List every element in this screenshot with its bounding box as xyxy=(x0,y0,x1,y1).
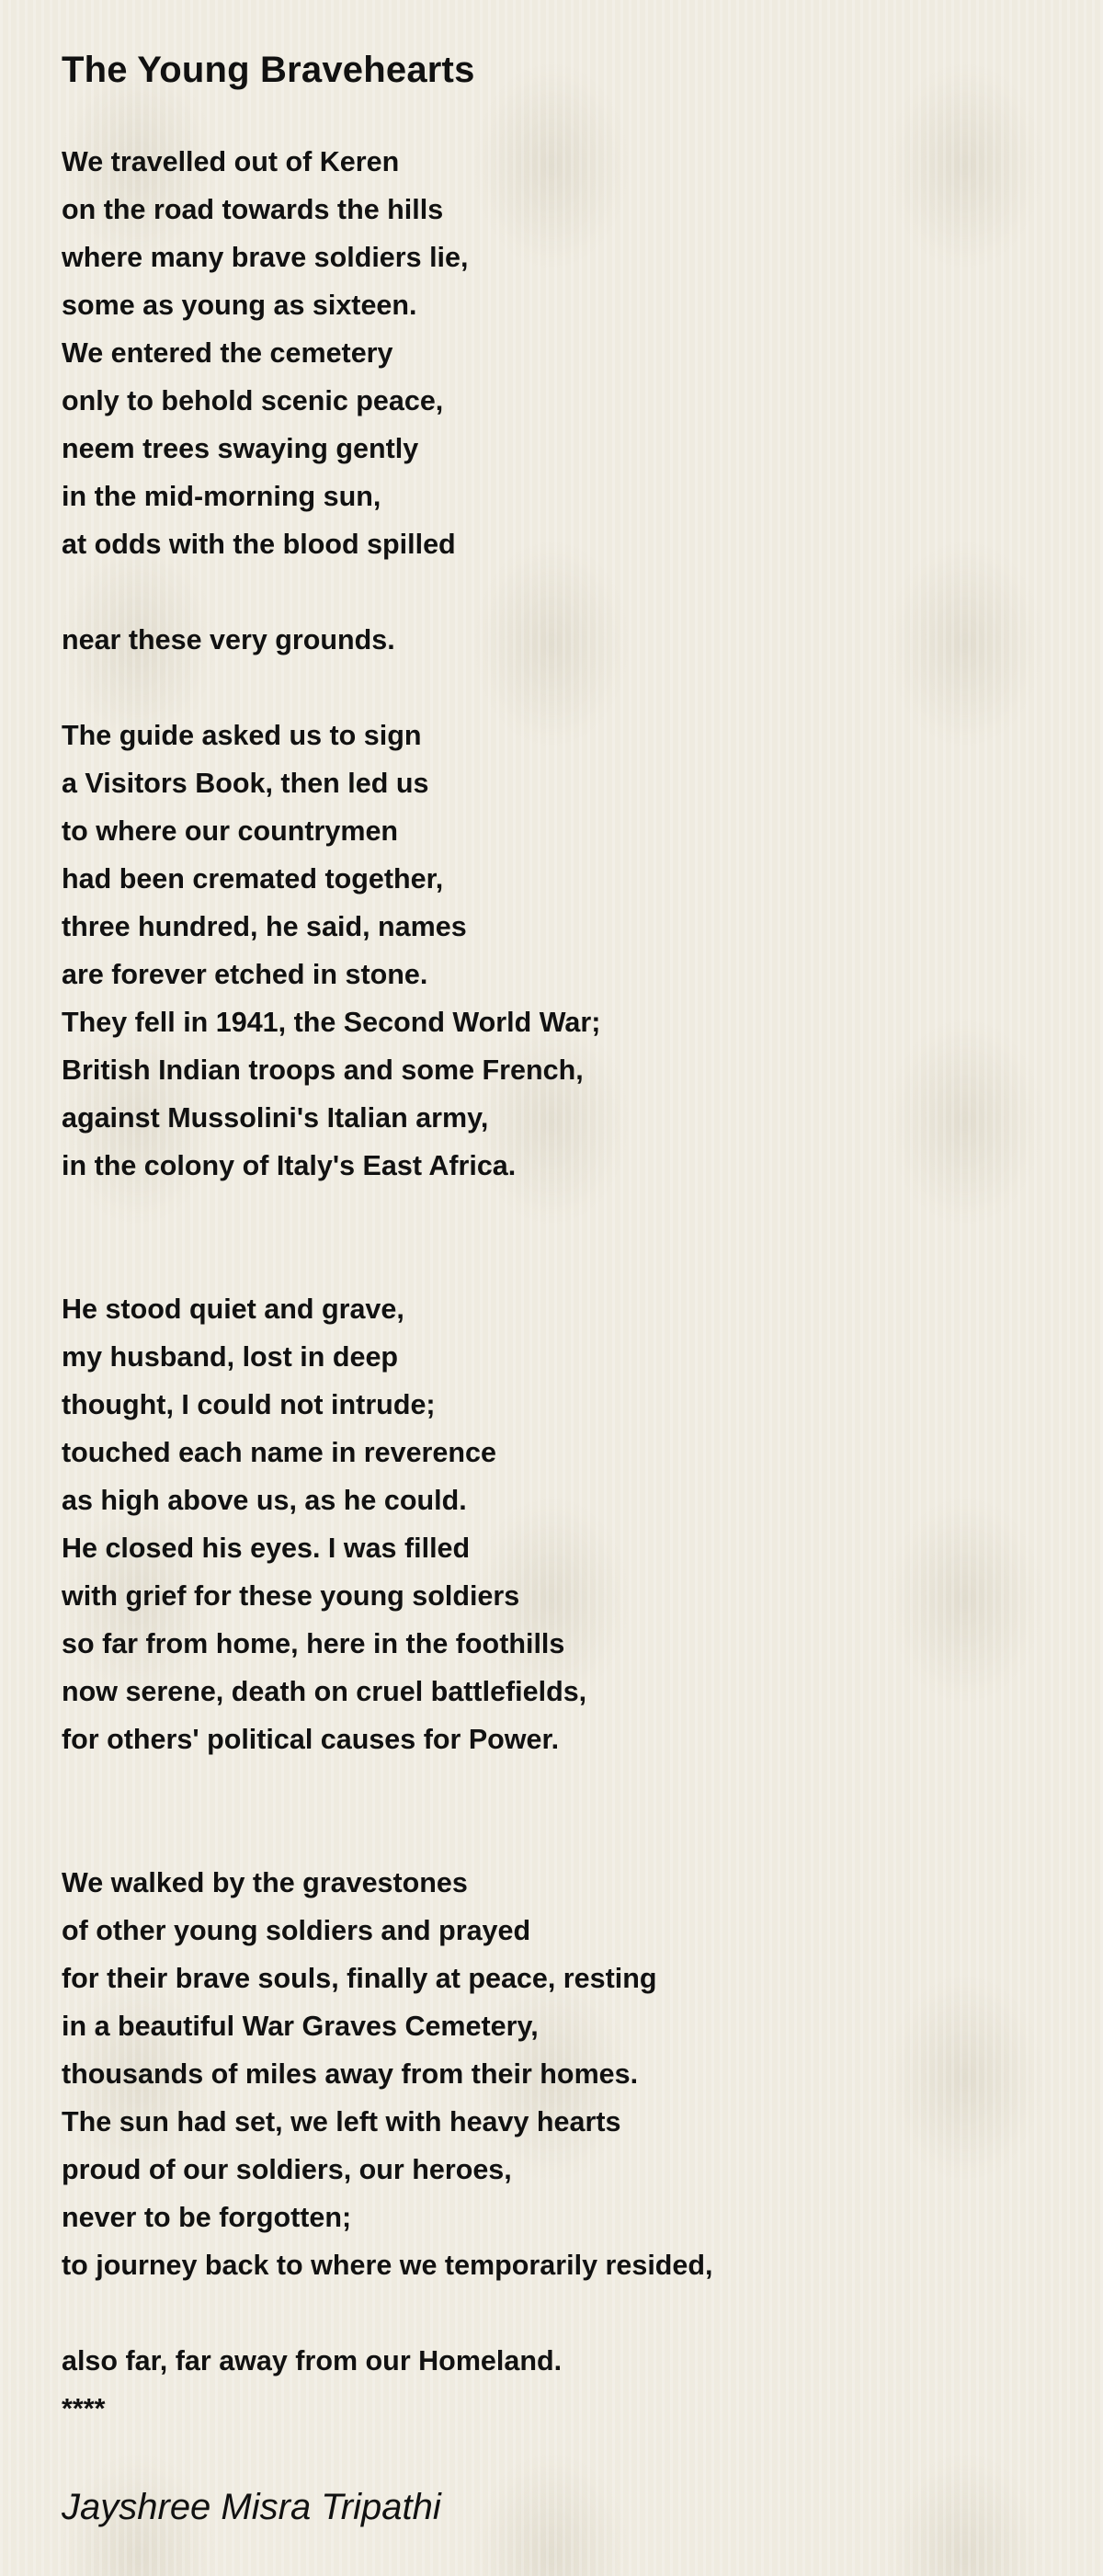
poem-line: three hundred, he said, names xyxy=(62,911,467,942)
poem-line: **** xyxy=(62,2393,106,2424)
poem-line: at odds with the blood spilled xyxy=(62,529,456,560)
poem-line: to where our countrymen xyxy=(62,815,399,847)
poem-line: now serene, death on cruel battlefields, xyxy=(62,1676,587,1707)
poem-line: with grief for these young soldiers xyxy=(62,1580,520,1612)
poem-title: The Young Bravehearts xyxy=(62,50,475,90)
poem-line: The guide asked us to sign xyxy=(62,720,422,751)
poem-line: had been cremated together, xyxy=(62,863,444,895)
poem-line: for others' political causes for Power. xyxy=(62,1724,560,1755)
poem-line: The sun had set, we left with heavy hearts xyxy=(62,2106,621,2137)
poem-line: We entered the cemetery xyxy=(62,337,393,369)
poem-line: We travelled out of Keren xyxy=(62,146,400,177)
stanza-break xyxy=(62,1763,1054,1811)
poem-line: We walked by the gravestones xyxy=(62,1867,468,1898)
poem-author: Jayshree Misra Tripathi xyxy=(62,2487,441,2527)
poem-line: so far from home, here in the foothills xyxy=(62,1628,565,1659)
poem-line: in the mid-morning sun, xyxy=(62,481,381,512)
poem-line: touched each name in reverence xyxy=(62,1437,496,1468)
poem-line: He stood quiet and grave, xyxy=(62,1294,404,1325)
stanza-break xyxy=(62,2289,1054,2337)
poem-line: neem trees swaying gently xyxy=(62,433,419,464)
poem-line: He closed his eyes. I was filled xyxy=(62,1533,471,1564)
poem-line: near these very grounds. xyxy=(62,624,395,655)
stanza-break xyxy=(62,568,1054,616)
poem-line: on the road towards the hills xyxy=(62,194,444,225)
stanza-break xyxy=(62,664,1054,712)
poem-body xyxy=(62,138,1054,2433)
poem-line: also far, far away from our Homeland. xyxy=(62,2345,563,2377)
poem-line: British Indian troops and some French, xyxy=(62,1054,584,1086)
poem-line: to journey back to where we temporarily resided, xyxy=(62,2250,713,2281)
poem-line: against Mussolini's Italian army, xyxy=(62,1102,489,1134)
poem-line: of other young soldiers and prayed xyxy=(62,1915,531,1946)
poem-line: in a beautiful War Graves Cemetery, xyxy=(62,2011,539,2042)
poem-line: never to be forgotten; xyxy=(62,2202,352,2233)
poem-line: as high above us, as he could. xyxy=(62,1485,467,1516)
poem-line: a Visitors Book, then led us xyxy=(62,768,429,799)
poem-line: for their brave souls, finally at peace, resting xyxy=(62,1963,657,1994)
poem-line: thousands of miles away from their homes. xyxy=(62,2058,639,2090)
poem-line: proud of our soldiers, our heroes, xyxy=(62,2154,512,2185)
stanza-break xyxy=(62,1237,1054,1285)
poem-line: They fell in 1941, the Second World War; xyxy=(62,1007,601,1038)
poem-line: only to behold scenic peace, xyxy=(62,385,444,416)
poem-line: some as young as sixteen. xyxy=(62,290,417,321)
stanza-break xyxy=(62,1190,1054,1237)
stanza-break xyxy=(62,1811,1054,1859)
poem-line: thought, I could not intrude; xyxy=(62,1389,436,1420)
poem-line: in the colony of Italy's East Africa. xyxy=(62,1150,517,1181)
poem-line: are forever etched in stone. xyxy=(62,959,428,990)
poem-line: my husband, lost in deep xyxy=(62,1341,399,1373)
poem-line: where many brave soldiers lie, xyxy=(62,242,469,273)
poem-page xyxy=(62,42,1054,2424)
